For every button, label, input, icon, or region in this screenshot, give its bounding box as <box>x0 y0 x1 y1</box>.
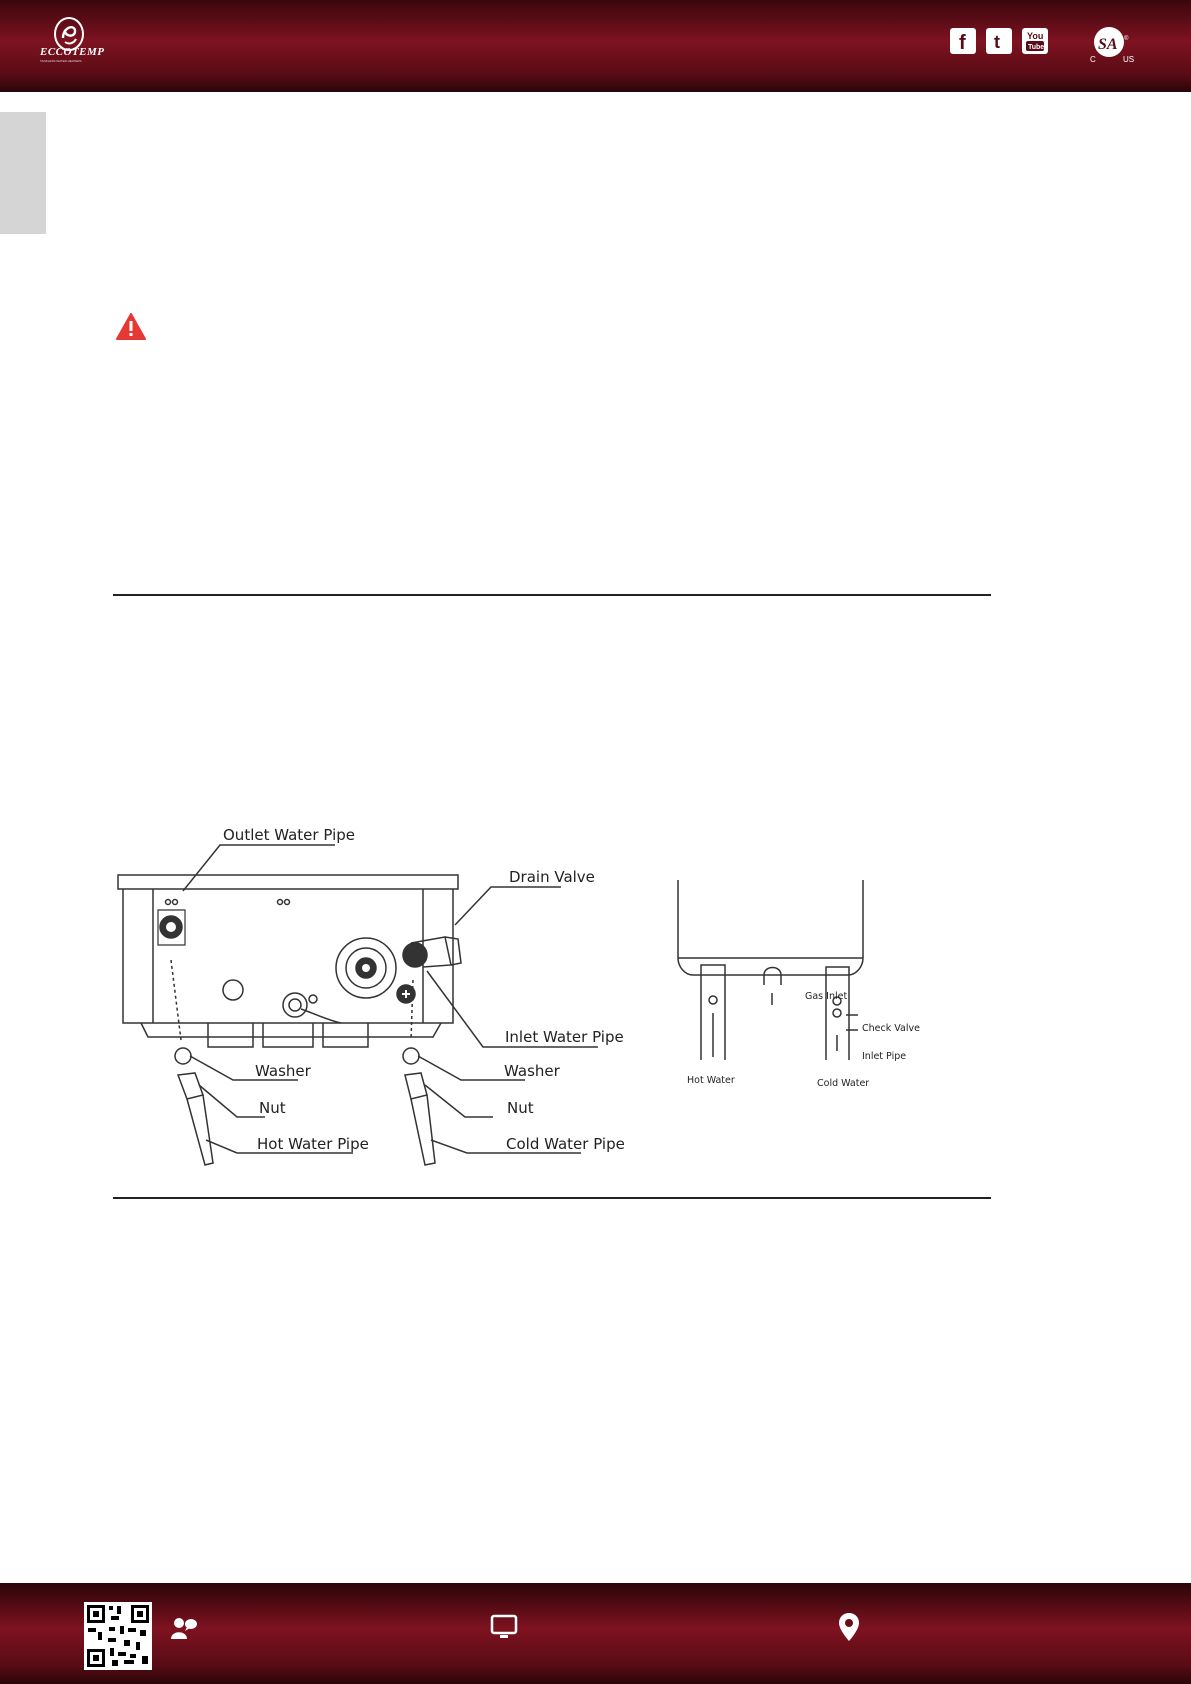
qr-code-icon[interactable] <box>84 1602 152 1670</box>
label-drain-valve: Drain Valve <box>509 868 595 886</box>
svg-text:f: f <box>959 32 966 54</box>
svg-text:US: US <box>1123 55 1135 64</box>
label-outlet-water-pipe: Outlet Water Pipe <box>223 826 355 844</box>
label-washer-left: Washer <box>255 1062 311 1080</box>
installation-diagram <box>113 825 991 1195</box>
facebook-icon[interactable] <box>950 28 976 54</box>
svg-text:®: ® <box>1124 36 1129 42</box>
label-cold-water: Cold Water <box>817 1078 870 1089</box>
csa-certification-icon <box>1080 22 1140 66</box>
label-inlet-water-pipe: Inlet Water Pipe <box>505 1028 624 1046</box>
section-tab-marker <box>0 112 46 234</box>
label-nut-left: Nut <box>259 1099 286 1117</box>
twitter-icon[interactable] <box>986 28 1012 54</box>
label-gas-inlet: Gas Inlet <box>805 991 848 1002</box>
location-pin-icon[interactable] <box>838 1612 860 1642</box>
svg-text:t: t <box>994 32 1000 52</box>
label-hot-water: Hot Water <box>687 1075 735 1086</box>
label-cold-water-pipe: Cold Water Pipe <box>506 1135 625 1153</box>
brand-name: ECCOTEMP <box>40 46 105 58</box>
monitor-icon[interactable] <box>490 1613 518 1641</box>
divider-top <box>113 594 991 596</box>
svg-text:C: C <box>1090 55 1096 64</box>
divider-bottom <box>113 1197 991 1199</box>
support-icon[interactable] <box>170 1615 198 1641</box>
label-inlet-pipe: Inlet Pipe <box>862 1051 907 1062</box>
page-header <box>0 0 1191 92</box>
brand-tagline: TANKLESS WATER HEATERS <box>40 59 82 63</box>
label-check-valve: Check Valve <box>862 1023 920 1034</box>
page-footer <box>0 1583 1191 1684</box>
youtube-icon[interactable] <box>1022 28 1048 54</box>
svg-text:SA: SA <box>1098 36 1118 53</box>
svg-text:Tube: Tube <box>1028 44 1045 51</box>
warning-icon <box>116 313 146 340</box>
label-nut-right: Nut <box>507 1099 534 1117</box>
svg-text:You: You <box>1027 31 1044 41</box>
label-hot-water-pipe: Hot Water Pipe <box>257 1135 369 1153</box>
label-washer-right: Washer <box>504 1062 560 1080</box>
